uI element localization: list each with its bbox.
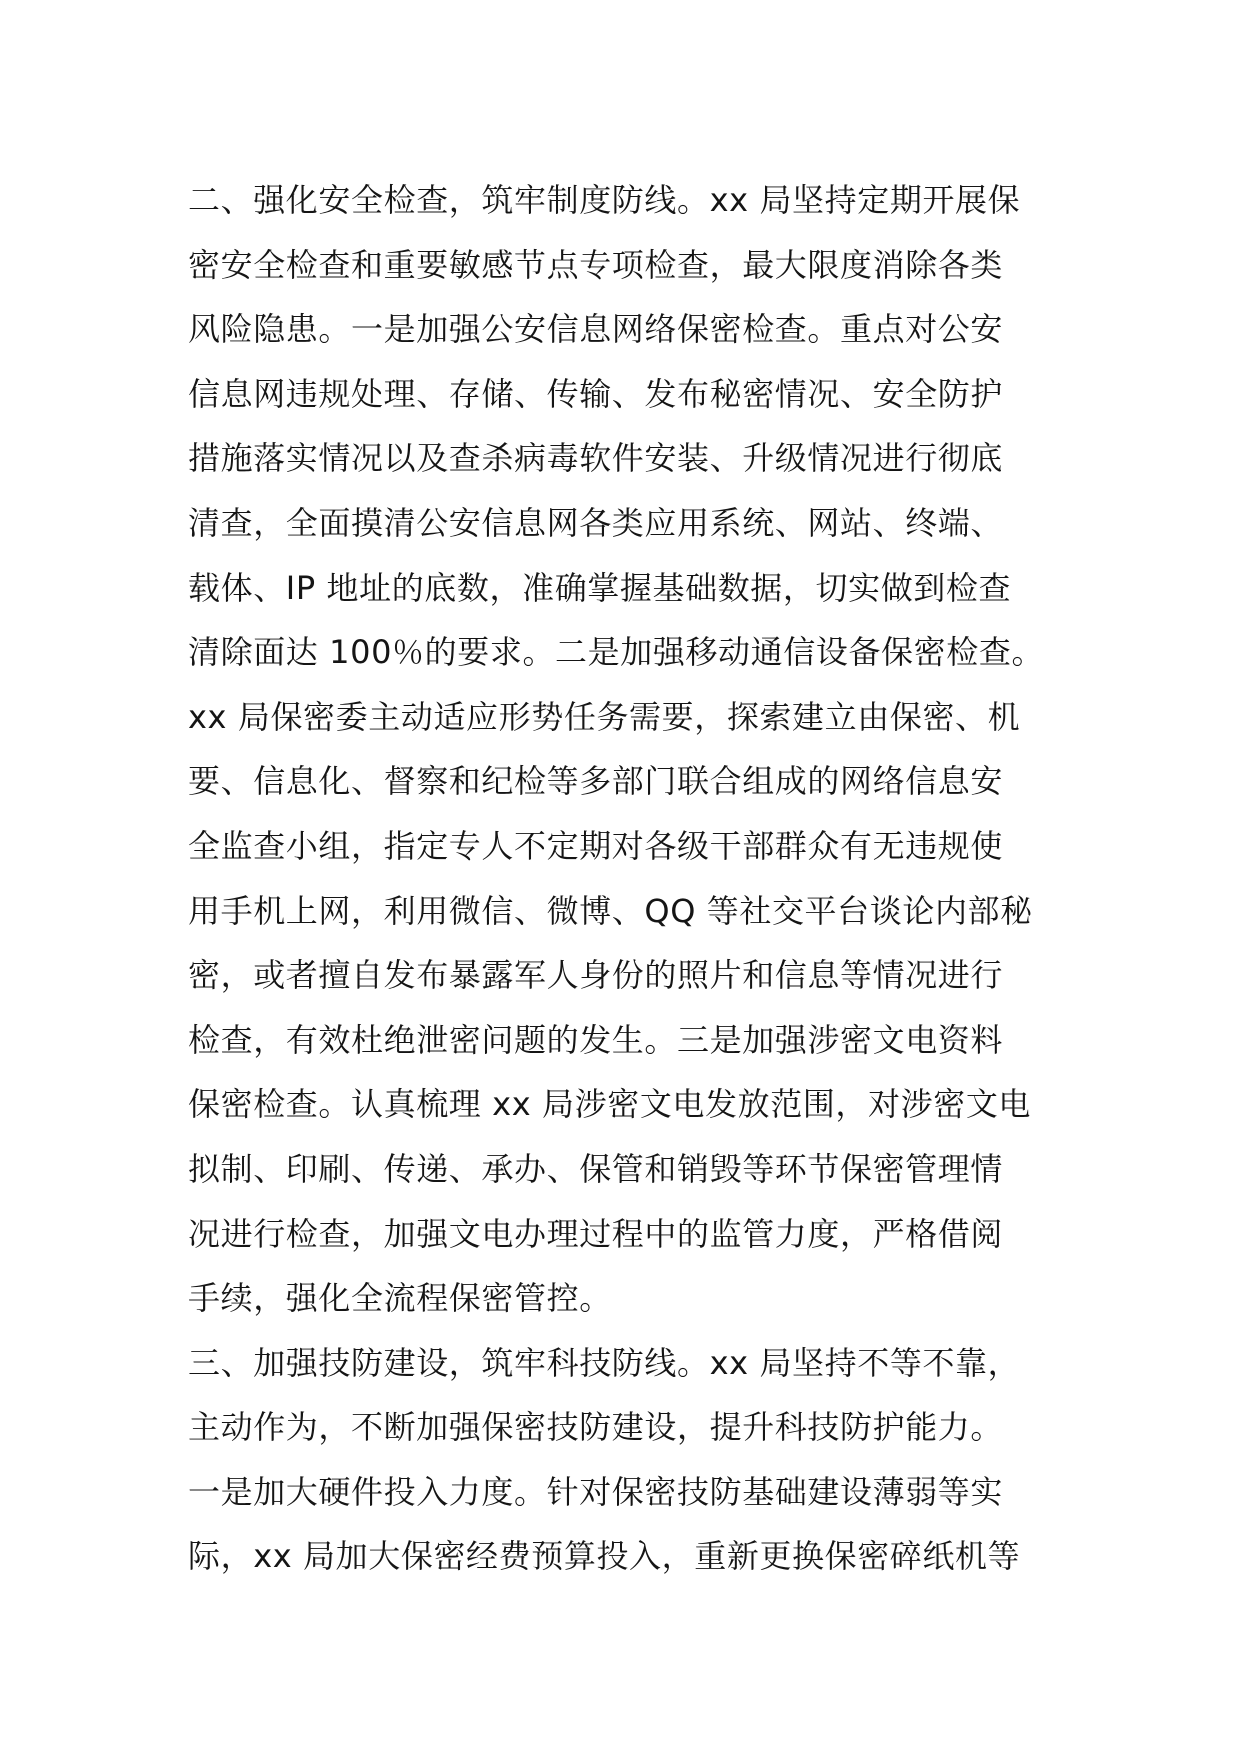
text-line: 保密检查。认真梳理 xx 局涉密文电发放范围，对涉密文电 [188,1085,1032,1124]
text-line: 手续，强化全流程保密管控。 [188,1279,612,1318]
text-line: 检查，有效杜绝泄密问题的发生。三是加强涉密文电资料 [188,1020,1004,1059]
text-line: 二、强化安全检查，筑牢制度防线。xx 局坚持定期开展保 [188,181,1021,219]
text-line: 全监查小组，指定专人不定期对各级干部群众有无违规使 [188,826,1004,865]
text-line: 要、信息化、督察和纪检等多部门联合组成的网络信息安 [188,762,1004,801]
text-line: 况进行检查，加强文电办理过程中的监管力度，严格借阅 [188,1214,1004,1253]
text-line: 主动作为，不断加强保密技防建设，提升科技防护能力。 [188,1408,1004,1447]
text-line: 三、加强技防建设，筑牢科技防线。xx 局坚持不等不靠， [188,1343,1021,1382]
text-line: 用手机上网，利用微信、微博、QQ 等社交平台谈论内部秘 [188,891,1033,930]
text-line: 信息网违规处理、存储、传输、发布秘密情况、安全防护 [188,374,1004,413]
text-line: 风险隐患。一是加强公安信息网络保密检查。重点对公安 [188,310,1004,349]
text-line: 措施落实情况以及查杀病毒软件安装、升级情况进行彻底 [188,439,1004,478]
text-line: 际，xx 局加大保密经费预算投入，重新更换保密碎纸机等 [188,1537,1021,1576]
text-line: 清除面达 100％的要求。二是加强移动通信设备保密检查。 [188,633,1045,672]
text-line: xx 局保密委主动适应形势任务需要，探索建立由保密、机 [188,697,1021,736]
text-line: 密安全检查和重要敏感节点专项检查，最大限度消除各类 [188,245,1004,284]
body-text [188,168,1068,1589]
text-line: 密，或者擅自发布暴露军人身份的照片和信息等情况进行 [188,956,1004,995]
text-line: 清查，全面摸清公安信息网各类应用系统、网站、终端、 [188,503,1004,542]
text-line: 一是加大硬件投入力度。针对保密技防基础建设薄弱等实 [188,1472,1004,1511]
text-line: 拟制、印刷、传递、承办、保管和销毁等环节保密管理情 [188,1149,1004,1188]
text-line: 载体、IP 地址的底数，准确掌握基础数据，切实做到检查 [188,568,1012,607]
